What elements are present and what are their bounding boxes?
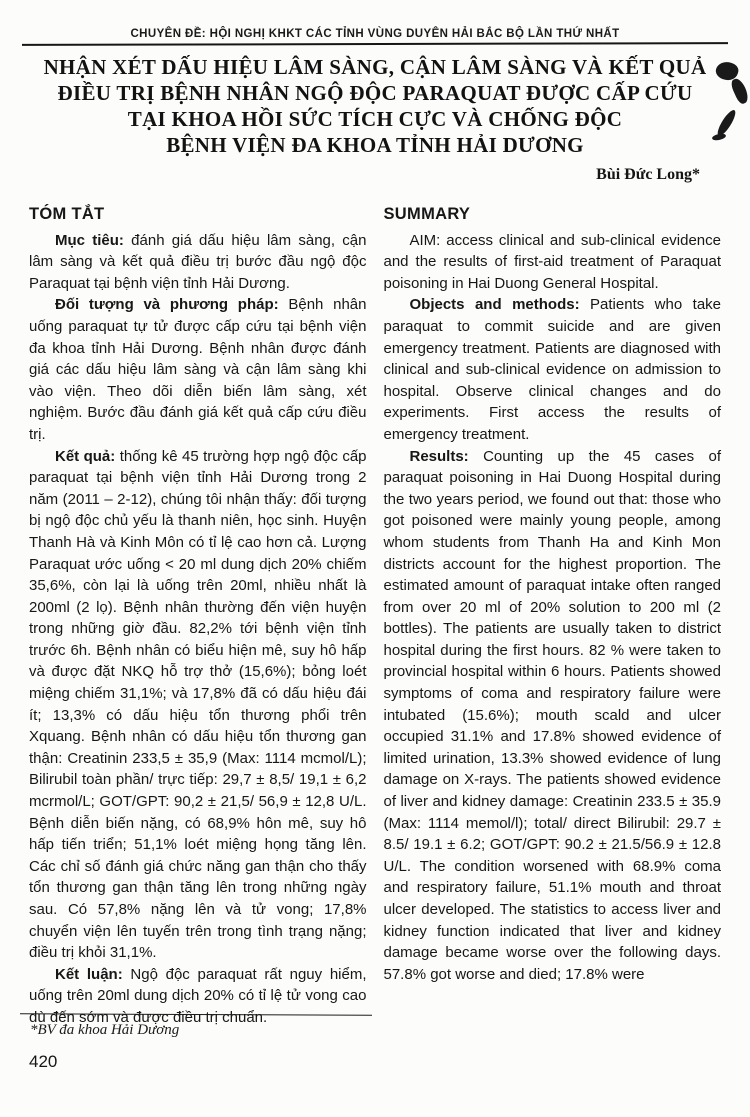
paper-title-line: ĐIỀU TRỊ BỆNH NHÂN NGỘ ĐỘC PARAQUAT ĐƯỢC CẤP CỨU	[57, 81, 693, 105]
paragraph-text: thống kê 45 trường hợp ngộ độc cấp paraquat tại bệnh viện tỉnh Hải Dương trong 2 năm (2011 – 2-12), chúng tôi nhận thấy: đối tượng bị ngộ độc chủ yếu là thanh niên, học sinh. Huyện Thanh Hà và Kinh Môn có tỉ lệ cao hơn cả. Lượng Paraquat ước uống < 20 ml dung dịch 20% chiếm 35,6%, còn lại là uống trên 20ml, nhiều nhất là 200ml (2 lọ). Bệnh nhân thường đến viện huyện trong những giờ đầu. 82,2% tới bệnh viện tỉnh trước 6h. Bệnh nhân có biểu hiện mê, suy hô hấp và được đặt NKQ hỗ trợ thở (15,6%); bỏng loét miệng chiếm 31,1%; và 17,8% đã có dấu hiệu đái ít; 13,3% có dấu hiệu tổn thương phổi trên Xquang. Bệnh nhân có dấu hiệu tổn thương gan thận: Creatinin 233,5 ± 35,9 (Max: 1114 mcmol/L); Bilirubil toàn phần/ trực tiếp: 29,7 ± 8,5/ 19,1 ± 6,2 mcrmol/L; GOT/GPT: 90,2 ± 21,5/ 56,9 ± 12,8 U/L. Bệnh diễn biến nặng, có 68,9% hôn mê, suy hô hấp tiến triển; 51,1% loét miệng họng tăng lên. Các chỉ số đánh giá chức năng gan thận cho thấy tổn thương gan thận tăng lên trong những ngày sau. Có 57,8% nặng lên và tử vong; 17,8% chuyển viện lên tuyến trên trong tình trạng nặng; điều trị khỏi 31,1%.	[29, 447, 367, 962]
paragraph-text: access clinical and sub-clinical evidence and the results of first-aid treatment of Paraquat poisoning in Hai Duong General Hospital.	[383, 231, 721, 292]
paragraph-lead: Results:	[409, 447, 469, 465]
author-name: Bùi Đức Long*	[596, 166, 700, 183]
paragraph-text: Ngộ độc paraquat rất nguy hiểm, uống trên 20ml dung dịch 20% có tỉ lệ tử vong cao dù đến sớm và được điều trị chuẩn.	[29, 965, 367, 1026]
abstract-en-section	[384, 204, 722, 1029]
paper-title-line: TẠI KHOA HỒI SỨC TÍCH CỰC VÀ CHỐNG ĐỘC	[127, 107, 623, 131]
paragraph-text: Patients who take paraquat to commit suicide and are given emergency treatment. Patients are diagnosed with clinical and sub-clinical evidence on admission to hospital. Observe clinical changes and do experiments. First access the results of emergency treatment.	[383, 296, 721, 443]
paragraph-lead: Kết quả:	[55, 447, 116, 465]
footnote-text: *BV đa khoa Hải Dương	[30, 1022, 180, 1038]
abstract-vi-paragraph	[29, 446, 367, 964]
paper-title-line: BỆNH VIỆN ĐA KHOA TỈNH HẢI DƯƠNG	[166, 133, 584, 157]
paper-title	[0, 54, 750, 158]
abstract-en-paragraph	[384, 294, 722, 445]
abstract-vi-paragraph	[29, 230, 367, 295]
abstract-vi-heading: TÓM TẮT	[29, 205, 105, 223]
paragraph-text: Counting up the 45 cases of paraquat poisoning in Hai Duong Hospital during the two years period, we found out that: those who got poisoned were mainly young people, among whom students from Thanh Ha and Kinh Mon districts account for the highest proportion. The estimated amount of paraquat intake often ranged from over 20 ml of 20% solution to 200 ml (2 bottles). The patients are usually taken to district hospital during the first hours. 82 % were taken to provincial hospital within 6 hours. Patients showed symptoms of coma and respiratory failure were intubated (15.6%); mouth scald and ulcer occupied 31.1% and 17.8% showed evidence of limited urination, 13.3% showed evidence of lung damage on X-rays. The patients showed evidence of liver and kidney damage: Creatinin 233.5 ± 35.9 (Max: 1114 memol/l); total/ direct Bilirubil: 29.7 ± 8.5/ 19.1 ± 6.2; GOT/GPT: 90.2 ± 21.5/56.9 ± 12.8 U/L. The condition worsened with 68.9% coma and respiratory failure, 51.1% mouth and throat ulcer developed. The statistics to access liver and kidney function indicated that liver and kidney damage became worse over the following days. 57.8% got worse and died; 17.8% were	[383, 447, 721, 983]
page-number: 420	[29, 1052, 58, 1071]
abstract-en-heading: SUMMARY	[383, 205, 471, 223]
abstract-vi-section	[29, 204, 367, 1029]
paragraph-text: Bệnh nhân uống paraquat tự tử được cấp cứu tại bệnh viện đa khoa tỉnh Hải Dương. Bệnh nhân được đánh giá các dấu hiệu lâm sàng và cận lâm sàng khi vào viện. Theo dõi diễn biến lâm sàng, xét nghiệm. Bước đầu đánh giá kết quả cấp cứu điều trị.	[29, 296, 367, 443]
paragraph-text: đánh giá dấu hiệu lâm sàng, cận lâm sàng và kết quả điều trị bước đầu ngộ độc Paraquat tại bệnh viện tỉnh Hải Dương.	[29, 231, 367, 292]
header-rule	[22, 42, 728, 46]
paragraph-lead: AIM:	[409, 231, 441, 249]
paragraph-lead: Kết luận:	[55, 965, 123, 983]
abstract-columns	[0, 204, 750, 1029]
abstract-vi-paragraph	[29, 964, 367, 1029]
paragraph-lead: Đối tượng và phương pháp:	[55, 296, 279, 314]
abstract-en-paragraph	[384, 230, 722, 295]
paragraph-lead: Objects and methods:	[409, 296, 580, 314]
paper-title-line: NHẬN XÉT DẤU HIỆU LÂM SÀNG, CẬN LÂM SÀNG VÀ KẾT QUẢ	[43, 55, 707, 79]
abstract-en-paragraph	[384, 446, 722, 986]
running-head: CHUYÊN ĐỀ: HỘI NGHỊ KHKT CÁC TỈNH VÙNG DUYÊN HẢI BẮC BỘ LẦN THỨ NHẤT	[130, 28, 620, 40]
paragraph-lead: Mục tiêu:	[55, 231, 124, 249]
abstract-vi-paragraph	[29, 294, 367, 445]
